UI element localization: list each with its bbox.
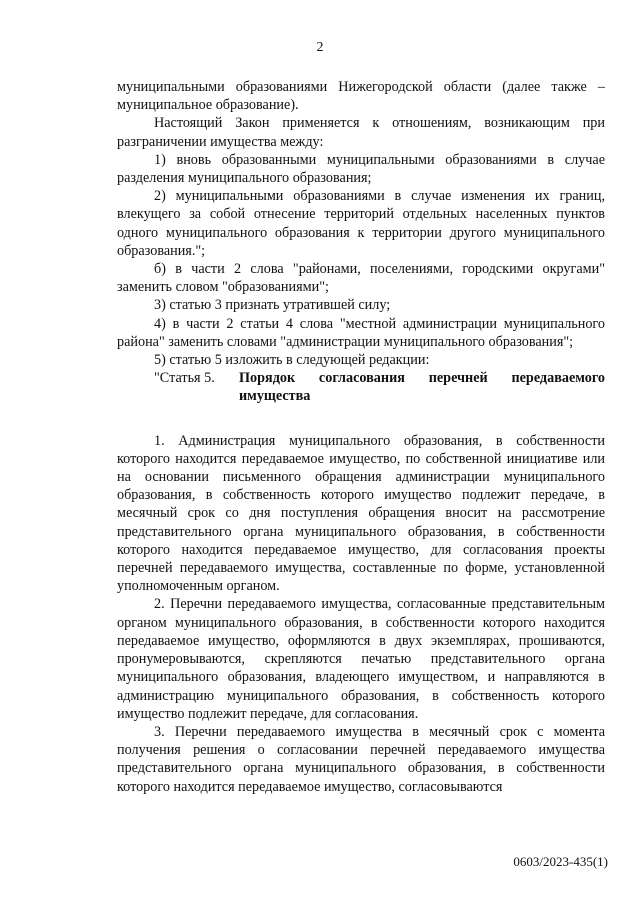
paragraph-amendment-5: 5) статью 5 изложить в следующей редакции: [154,352,430,369]
paragraph-amendment-4: 4) в части 2 статьи 4 слова "местной администрации муниципального района" заменить словами "администрации муниципального образования"; [117,315,605,350]
paragraph-item-1: 1) вновь образованными муниципальными образованиями в случае разделения муниципального образования; [117,151,605,187]
paragraph-continuation: муниципальными образованиями Нижегородской области (далее также – муниципальное образование). [117,79,605,114]
section-1: 1. Администрация муниципального образования, в собственности которого находится передаваемое имущество, по собственной инициативе или на основании письменного обращения администрации муниципального образования, в собственность которого имущество подлежит передаче, в месячный срок со дня поступления обращения вносит на рассмотрение представительного органа муниципального образования, в собственности которого находится передаваемое имущество, для согласования проекты перечней передаваемого имущества, составленные по форме, установленной уполномоченным органом. [117,432,605,595]
paragraph-scope: Настоящий Закон применяется к отношениям, возникающим при разграничении имущества между: [117,115,605,150]
paragraph-item-2: 2) муниципальными образованиями в случае изменения их границ, влекущего за собой отнесение территорий отдельных населенных пунктов одного муниципального образования к территории другого муниципального образования."; [117,188,605,259]
document-code: 0603/2023-435(1) [513,854,608,869]
section-2: 2. Перечни передаваемого имущества, согласованные представительным органом муниципального образования, в собственности которого находится передаваемое имущество, оформляются в двух экземплярах, прошиваются, пронумеровываются, скрепляются печатью представительного органа муниципального образования, владеющего имуществом, и направляются в администрацию муниципального образования, в собственность которого имущество подлежит передаче, для согласования. [117,596,605,722]
page-number: 2 [316,40,324,55]
paragraph-amendment-b: б) в части 2 слова "районами, поселениями, городскими округами" заменить словом "образованиями"; [117,261,605,296]
document-body [117,78,605,796]
article-heading [117,369,605,405]
article-number: "Статья 5. [154,370,215,387]
paragraph-amendment-3: 3) статью 3 признать утратившей силу; [154,297,391,314]
article-title: Порядок согласования перечней передаваемого имущества [239,370,605,405]
section-3: 3. Перечни передаваемого имущества в месячный срок с момента получения решения о согласовании перечней передаваемого имущества представительного органа муниципального образования, в собственности которого находится передаваемое имущество, согласовываются [117,723,605,795]
